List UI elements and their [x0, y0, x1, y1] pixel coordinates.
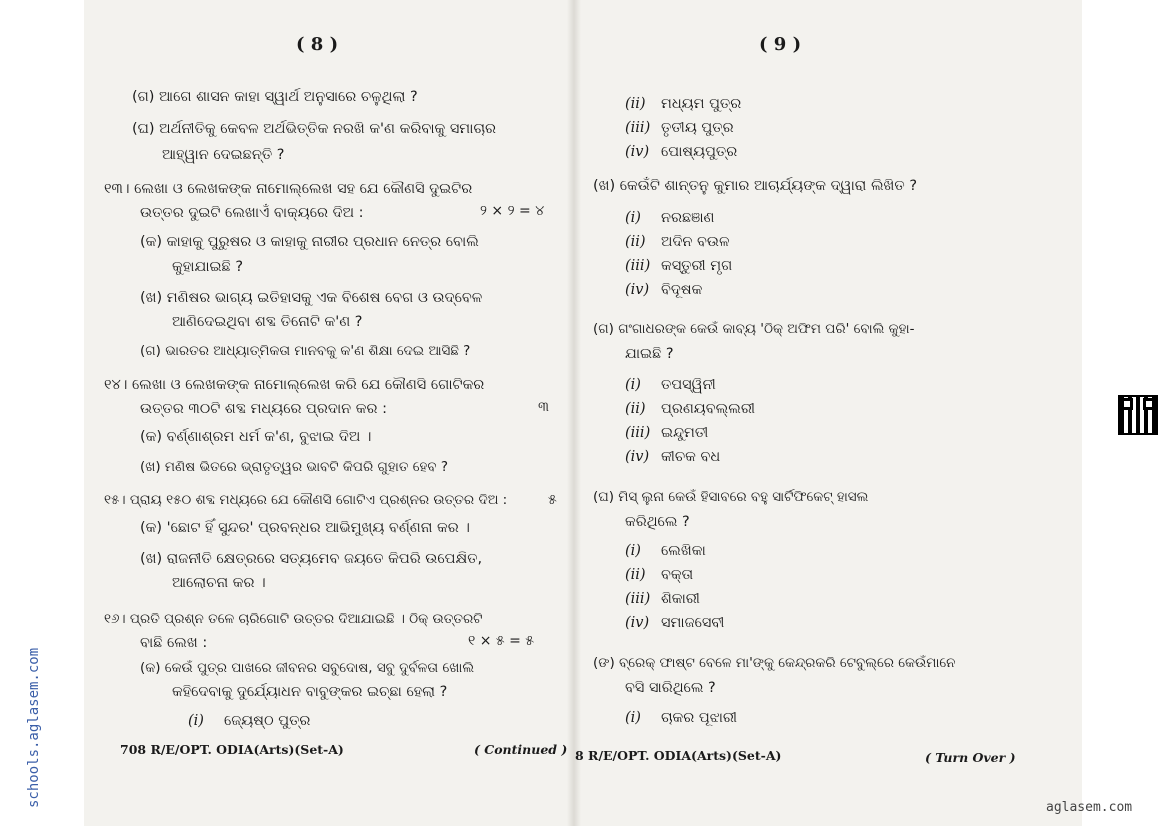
question-line: (କ) କେଉଁ ପୁତ୍ର ପାଖରେ ଜୀବନର ସବୁଦୋଷ, ସବୁ ଦୁର୍ବଳତା ଖୋଲି: [140, 660, 475, 676]
marks: ୩: [538, 399, 550, 415]
question-14: ୧୪। ଲେଖା ଓ ଲେଖକଙ୍କ ନାମୋଲ୍ଲେଖ କରି ଯେ କୌଣସି ଗୋଟିକର: [104, 377, 485, 393]
page-fold: [567, 0, 581, 826]
question-line: (ଖ) କେଉଁଟି ଶାନ୍ତନୁ କୁମାର ଆଚାର୍ଯ୍ୟଙ୍କ ଦ୍ୱାରା ଲିଖିତ ?: [593, 178, 918, 194]
answer-option: (ii) ମଧ୍ୟମ ପୁତ୍ର: [625, 96, 742, 112]
footer-code: 708 R/E/OPT. ODIA(Arts)(Set-A): [120, 742, 344, 757]
marks: ୧ × ୫ = ୫: [468, 633, 535, 649]
question-line: (ଘ) ମିସ୍ ଲୁନା କେଉଁ ହିସାବରେ ବହୁ ସାର୍ଟିଫିକେଟ୍ ହାସଲ: [593, 489, 869, 505]
qr-code-icon: [1118, 395, 1158, 435]
answer-option: (iv) କୀଚକ ବଧ: [625, 449, 721, 465]
question-line: (କ) ବର୍ଣ୍ଣାଶ୍ରମ ଧର୍ମ କ'ଣ, ବୁଝାଇ ଦିଅ ।: [140, 429, 372, 445]
answer-option: (ii) ବକ୍ତା: [625, 567, 694, 583]
answer-option: (iv) ବିଦୂଷକ: [625, 282, 703, 298]
question-line: (ଖ) ମଣିଷର ଭାଗ୍ୟ ଇତିହାସକୁ ଏକ ବିଶେଷ ବେଗ ଓ ଉଦ୍‌ବେଳ: [140, 290, 483, 306]
question-line: ବସି ସାରିଥିଲେ ?: [625, 680, 716, 696]
question-line: ଉତ୍ତର ୩୦ଟି ଶବ୍ଦ ମଧ୍ୟରେ ପ୍ରଦାନ କର :: [140, 401, 387, 417]
side-watermark: schools.aglasem.com: [26, 647, 42, 808]
question-line: (କ) କାହାକୁ ପୁରୁଷର ଓ କାହାକୁ ନାରୀର ପ୍ରଧାନ ନେତ୍ର ବୋଲି: [140, 234, 479, 250]
left-page: [100, 0, 568, 826]
answer-option: (i) ଲେଖିକା: [625, 543, 706, 559]
question-line: ଉତ୍ତର ଦୁଇଟି ଲେଖାଏଁ ବାକ୍ୟରେ ଦିଅ :: [140, 205, 364, 221]
answer-option: (i) ନରଛଞାଣ: [625, 210, 715, 226]
question-15: ୧୫। ପ୍ରାୟ ୧୫୦ ଶବ୍ଦ ମଧ୍ୟରେ ଯେ କୌଣସି ଗୋଟିଏ ପ୍ରଶ୍ନର ଉତ୍ତର ଦିଅ :: [104, 492, 508, 508]
right-page: [575, 0, 1016, 826]
footer-turn-over: ( Turn Over ): [925, 750, 1016, 765]
answer-option: (i) ଚାକର ପୂଝାରୀ: [625, 710, 738, 726]
page-number: ( 8 ): [296, 34, 339, 55]
answer-option: (iii) ଶିକାରୀ: [625, 591, 700, 607]
answer-option: (iii) ଇନ୍ଦୁମତୀ: [625, 425, 709, 441]
question-line: କରିଥିଲେ ?: [625, 514, 690, 530]
question-line: ଯାଇଛି ?: [625, 346, 674, 362]
answer-option: (ii) ପ୍ରଣୟବଲ୍ଲରୀ: [625, 401, 756, 417]
answer-option: (i) ଜ୍ୟେଷ୍ଠ ପୁତ୍ର: [188, 713, 311, 729]
question-line: କୁହାଯାଇଛି ?: [172, 259, 244, 275]
answer-option: (iv) ସମାଜସେବୀ: [625, 615, 725, 631]
footer-code: 8 R/E/OPT. ODIA(Arts)(Set-A): [575, 748, 782, 763]
footer-continued: ( Continued ): [474, 742, 568, 757]
question-line: (ଖ) ମଣିଷ ଭିତରେ ଭ୍ରାତୃତ୍ୱର ଭାବଟି କିପରି ଗୁହାତ ହେବ ?: [140, 459, 449, 475]
marks: ୨ × ୨ = ୪: [480, 203, 545, 219]
question-line: ଆଣିଦେଇଥିବା ଶବ୍ଦ ତିନୋଟି କ'ଣ ?: [172, 314, 363, 330]
question-line: (ଘ) ଅର୍ଥନୀତିକୁ କେବଳ ଅର୍ଥଭିତ୍ତିକ ନରଖି କ'ଣ କରିବାକୁ ସମାଚାର: [132, 121, 496, 137]
answer-option: (ii) ଅଦିନ ବଉଳ: [625, 234, 730, 250]
answer-option: (iv) ପୋଷ୍ୟପୁତ୍ର: [625, 144, 738, 160]
question-line: ଆଲୋଚନା କର ।: [172, 575, 266, 591]
question-line: (ଗ) ଭାରତର ଆଧ୍ୟାତ୍ମିକତା ମାନବକୁ କ'ଣ ଶିକ୍ଷା ଦେଇ ଆସିଛି ?: [140, 343, 471, 359]
question-line: (କ) 'ଛୋଟ ହିଁ ସୁନ୍ଦର' ପ୍ରବନ୍ଧର ଆଭିମୁଖ୍ୟ ବର୍ଣ୍ଣନା କର ।: [140, 520, 470, 536]
answer-option: (iii) କସ୍ତୁରୀ ମୃଗ: [625, 258, 733, 274]
question-line: ବାଛି ଲେଖ :: [140, 635, 208, 651]
question-line: (ଖ) ରାଜନୀତି କ୍ଷେତ୍ରରେ ସତ୍ୟମେବ ଜୟତେ କିପରି ଉପେକ୍ଷିତ,: [140, 551, 483, 567]
marks: ୫: [548, 492, 557, 508]
question-16: ୧୬। ପ୍ରତି ପ୍ରଶ୍ନ ତଳେ ଚାରିଗୋଟି ଉତ୍ତର ଦିଆଯାଇଛି । ଠିକ୍ ଉତ୍ତରଟି: [104, 611, 483, 627]
question-line: କହିଦେବାକୁ ଦୁର୍ଯ୍ୟୋଧନ ବାବୁଙ୍କର ଇଚ୍ଛା ହେଲା ?: [172, 684, 448, 700]
answer-option: (iii) ତୃତୀୟ ପୁତ୍ର: [625, 120, 734, 136]
question-line: (ଗ) ଆଗେ ଶାସନ କାହା ସ୍ୱାର୍ଥ ଅନୁସାରେ ଚଳୁଥିଲା ?: [132, 89, 418, 105]
corner-watermark: aglasem.com: [1046, 800, 1133, 815]
page-number: ( 9 ): [759, 34, 802, 55]
question-line: (ଗ) ଗଂଗାଧରଙ୍କ କେଉଁ କାବ୍ୟ 'ଠିକ୍ ଅଫିମ ପରି' ବୋଲି କୁହା-: [593, 321, 915, 337]
question-line: ଆହ୍ୱାନ ଦେଇଛନ୍ତି ?: [162, 147, 285, 163]
question-13: ୧୩। ଲେଖା ଓ ଲେଖକଙ୍କ ନାମୋଲ୍ଲେଖ ସହ ଯେ କୌଣସି ଦୁଇଟିର: [104, 181, 473, 197]
answer-option: (i) ତପସ୍ୱିନୀ: [625, 377, 716, 393]
question-line: (ଙ) ବ୍ରେକ୍ ଫାଷ୍ଟ ବେଳେ ମା'ଙ୍କୁ କେନ୍ଦ୍ରକରି ଟେବୁଲ୍‌ରେ କେଉଁମାନେ: [593, 655, 956, 671]
